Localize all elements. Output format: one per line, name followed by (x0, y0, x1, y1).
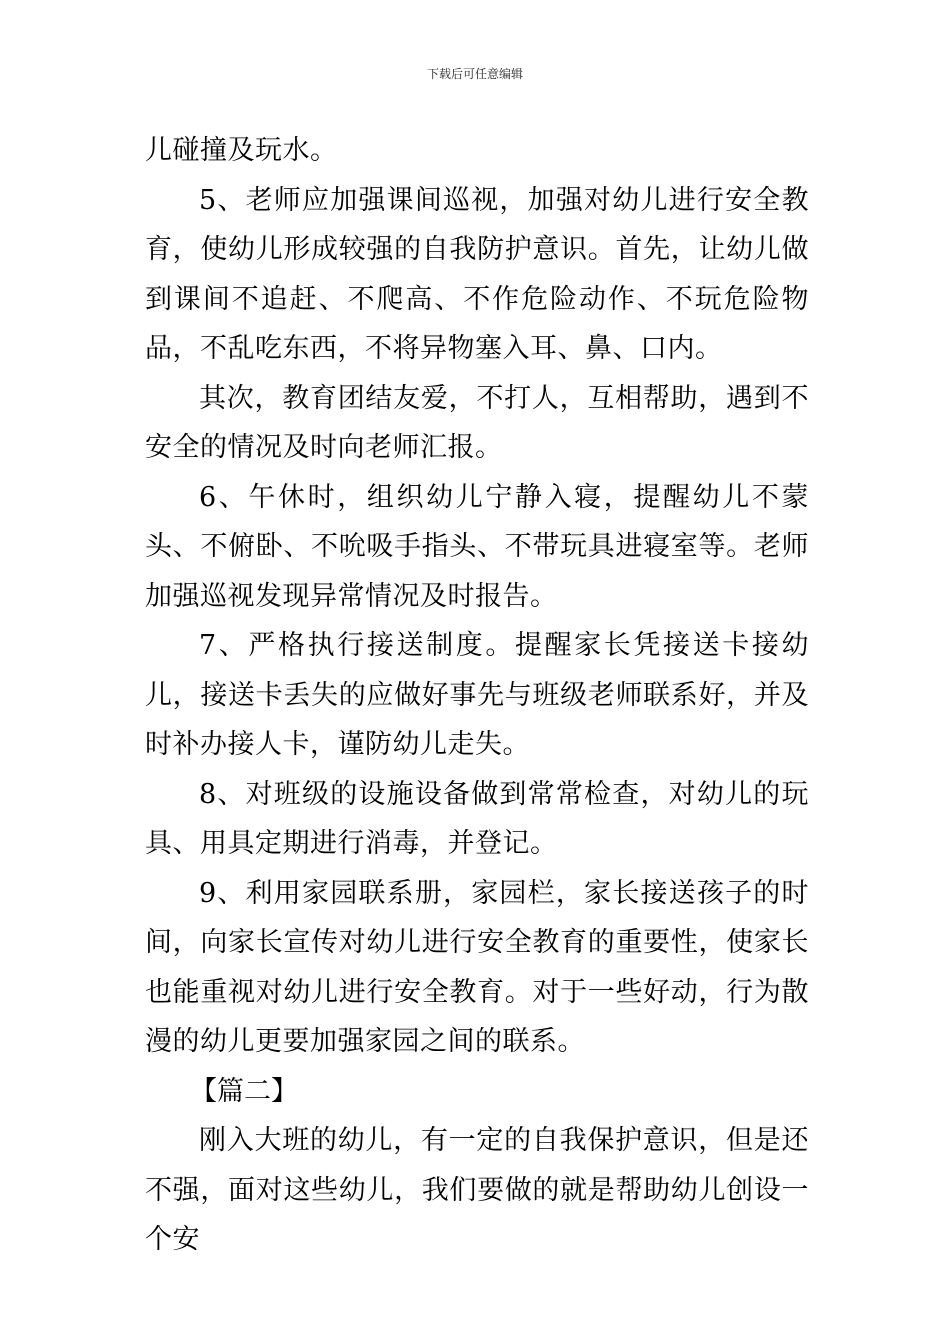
paragraph-item-9: 9、利用家园联系册，家园栏，家长接送孩子的时间，向家长宣传对幼儿进行安全教育的重要性，使家长也能重视对幼儿进行安全教育。对于一些好动，行为散漫的幼儿更要加强家园之间的联系。 (145, 877, 809, 1057)
document-body (145, 126, 809, 1265)
page-header: 下载后可任意编辑 (426, 67, 523, 81)
paragraph-item-6: 6、午休时，组织幼儿宁静入寝，提醒幼儿不蒙头、不俯卧、不吮吸手指头、不带玩具进寝室等。老师加强巡视发现异常情况及时报告。 (145, 481, 809, 612)
paragraph-item-5: 5、老师应加强课间巡视，加强对幼儿进行安全教育，使幼儿形成较强的自我防护意识。首先，让幼儿做到课间不追赶、不爬高、不作危险动作、不玩危险物品，不乱吃东西，不将异物塞入耳、鼻、口内。 (145, 184, 809, 364)
paragraph-secondly: 其次，教育团结友爱，不打人，互相帮助，遇到不安全的情况及时向老师汇报。 (145, 382, 809, 463)
section-heading: 【篇二】 (190, 1075, 298, 1107)
paragraph-continuation: 儿碰撞及玩水。 (145, 135, 338, 166)
paragraph-section-two: 刚入大班的幼儿，有一定的自我保护意识，但是还不强，面对这些幼儿，我们要做的就是帮助幼儿创设一个安 (145, 1125, 809, 1255)
paragraph-item-7: 7、严格执行接送制度。提醒家长凭接送卡接幼儿，接送卡丢失的应做好事先与班级老师联系好，并及时补办接人卡，谨防幼儿走失。 (145, 630, 809, 760)
paragraph-item-8: 8、对班级的设施设备做到常常检查，对幼儿的玩具、用具定期进行消毒，并登记。 (145, 778, 809, 859)
